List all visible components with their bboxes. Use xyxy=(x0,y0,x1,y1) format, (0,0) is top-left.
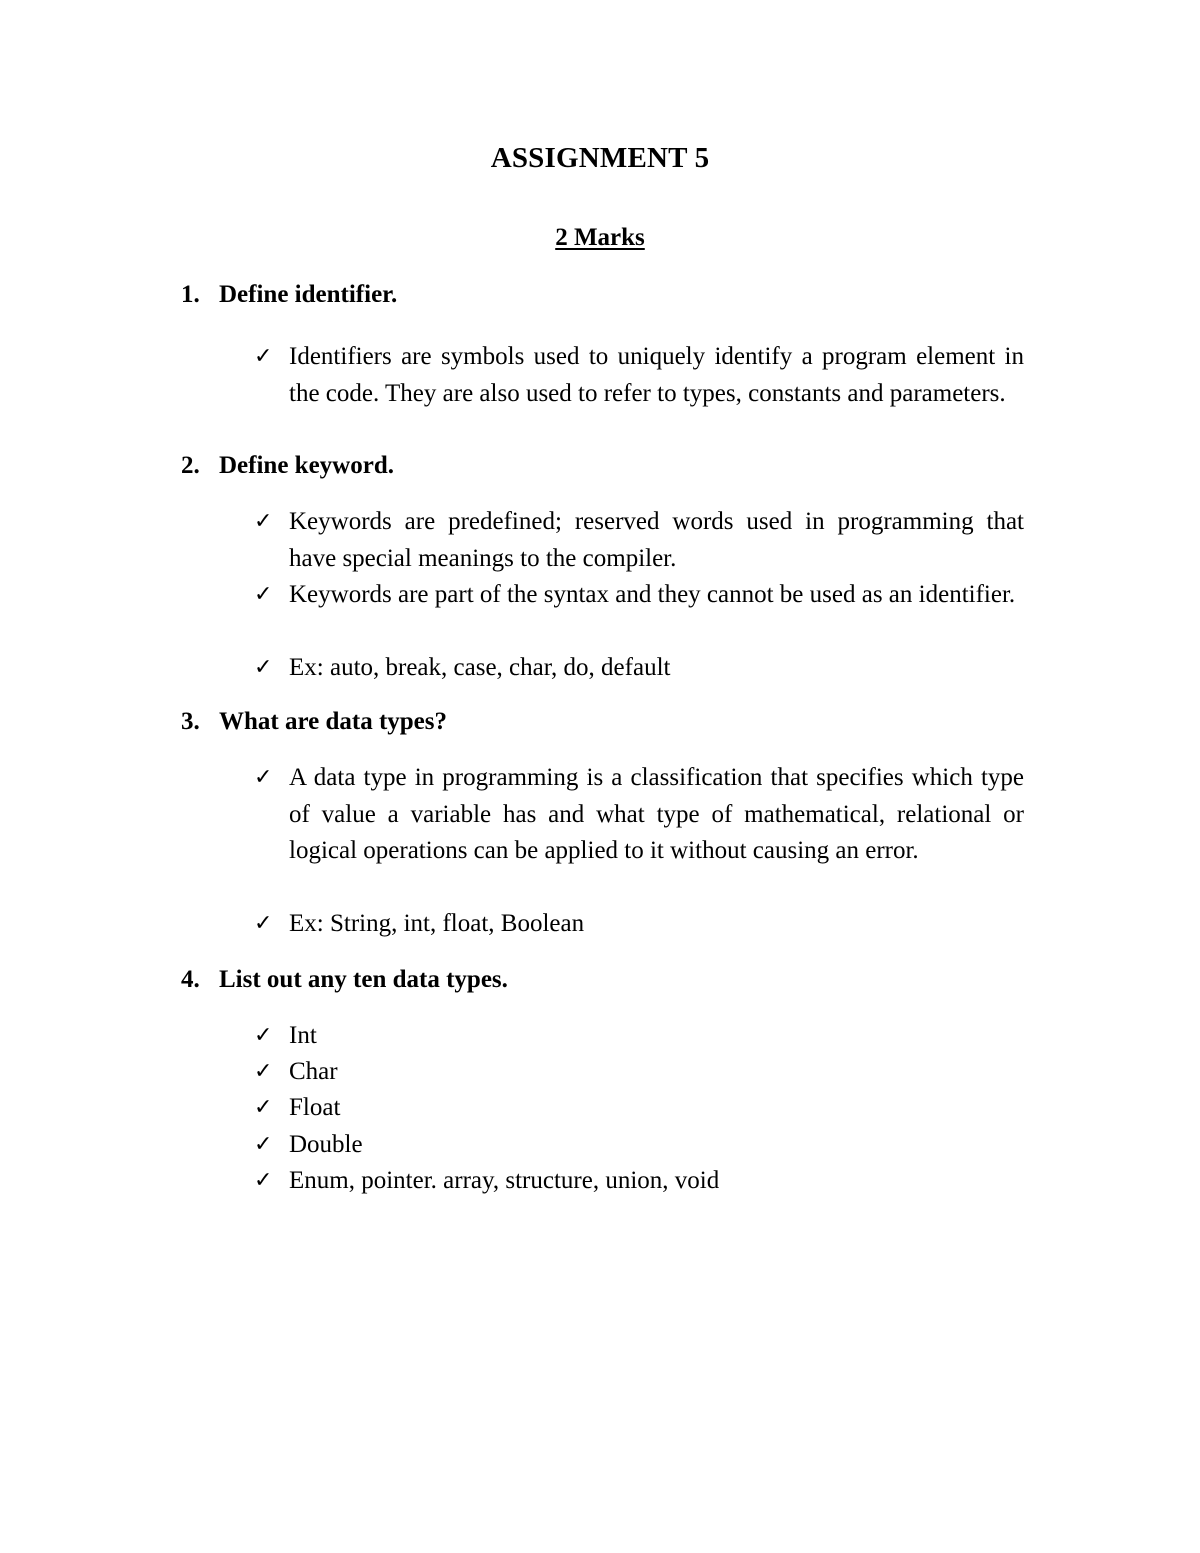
check-icon: ✓ xyxy=(254,1095,273,1120)
check-icon: ✓ xyxy=(254,1023,273,1048)
answer-text: Identifiers are symbols used to uniquely identify a program element in the code. They are also used to refer to types, constants and parameters. xyxy=(289,343,1024,407)
answer-item xyxy=(254,577,1024,614)
check-icon: ✓ xyxy=(254,911,273,936)
question-text: What are data types? xyxy=(219,708,448,735)
check-icon: ✓ xyxy=(254,655,273,680)
question-heading xyxy=(181,277,1041,313)
check-icon: ✓ xyxy=(254,1059,273,1084)
question-number: 1. xyxy=(181,281,200,308)
answer-text: Ex: String, int, float, Boolean xyxy=(289,910,585,937)
answer-item xyxy=(254,1127,1024,1164)
answer-item xyxy=(254,1163,1024,1200)
check-icon: ✓ xyxy=(254,1168,273,1193)
answer-item xyxy=(254,504,1024,577)
question-number: 4. xyxy=(181,966,200,993)
answer-text: A data type in programming is a classification that specifies which type of value a variable has and what type of mathematical, relational or logical operations can be applied to it without causing an error. xyxy=(289,764,1024,865)
answer-text: Char xyxy=(289,1058,338,1085)
check-icon: ✓ xyxy=(254,509,273,534)
answer-item xyxy=(254,906,1024,943)
answer-text: Enum, pointer. array, structure, union, void xyxy=(289,1167,720,1194)
question-text: Define identifier. xyxy=(219,281,398,308)
answer-item xyxy=(254,760,1024,870)
answer-item xyxy=(254,650,1024,687)
answer-text: Keywords are part of the syntax and they cannot be used as an identifier. xyxy=(289,581,1016,608)
answer-item xyxy=(254,339,1024,412)
section-heading: 2 Marks xyxy=(555,224,645,251)
question-heading xyxy=(181,962,1041,998)
answer-item xyxy=(254,1018,1024,1055)
answer-text: Int xyxy=(289,1022,317,1049)
question-text: Define keyword. xyxy=(219,452,394,479)
page-title: ASSIGNMENT 5 xyxy=(490,142,710,174)
question-number: 3. xyxy=(181,708,200,735)
question-text: List out any ten data types. xyxy=(219,966,508,993)
answer-text: Float xyxy=(289,1094,341,1121)
answer-text: Double xyxy=(289,1131,363,1158)
check-icon: ✓ xyxy=(254,1132,273,1157)
question-heading xyxy=(181,704,1041,740)
question-number: 2. xyxy=(181,452,200,479)
answer-text: Ex: auto, break, case, char, do, default xyxy=(289,654,671,681)
check-icon: ✓ xyxy=(254,582,273,607)
answer-item xyxy=(254,1090,1024,1127)
check-icon: ✓ xyxy=(254,765,273,790)
answer-text: Keywords are predefined; reserved words used in programming that have special meanings to the compiler. xyxy=(289,508,1024,572)
check-icon: ✓ xyxy=(254,344,273,369)
answer-item xyxy=(254,1054,1024,1091)
question-heading xyxy=(181,448,1041,484)
